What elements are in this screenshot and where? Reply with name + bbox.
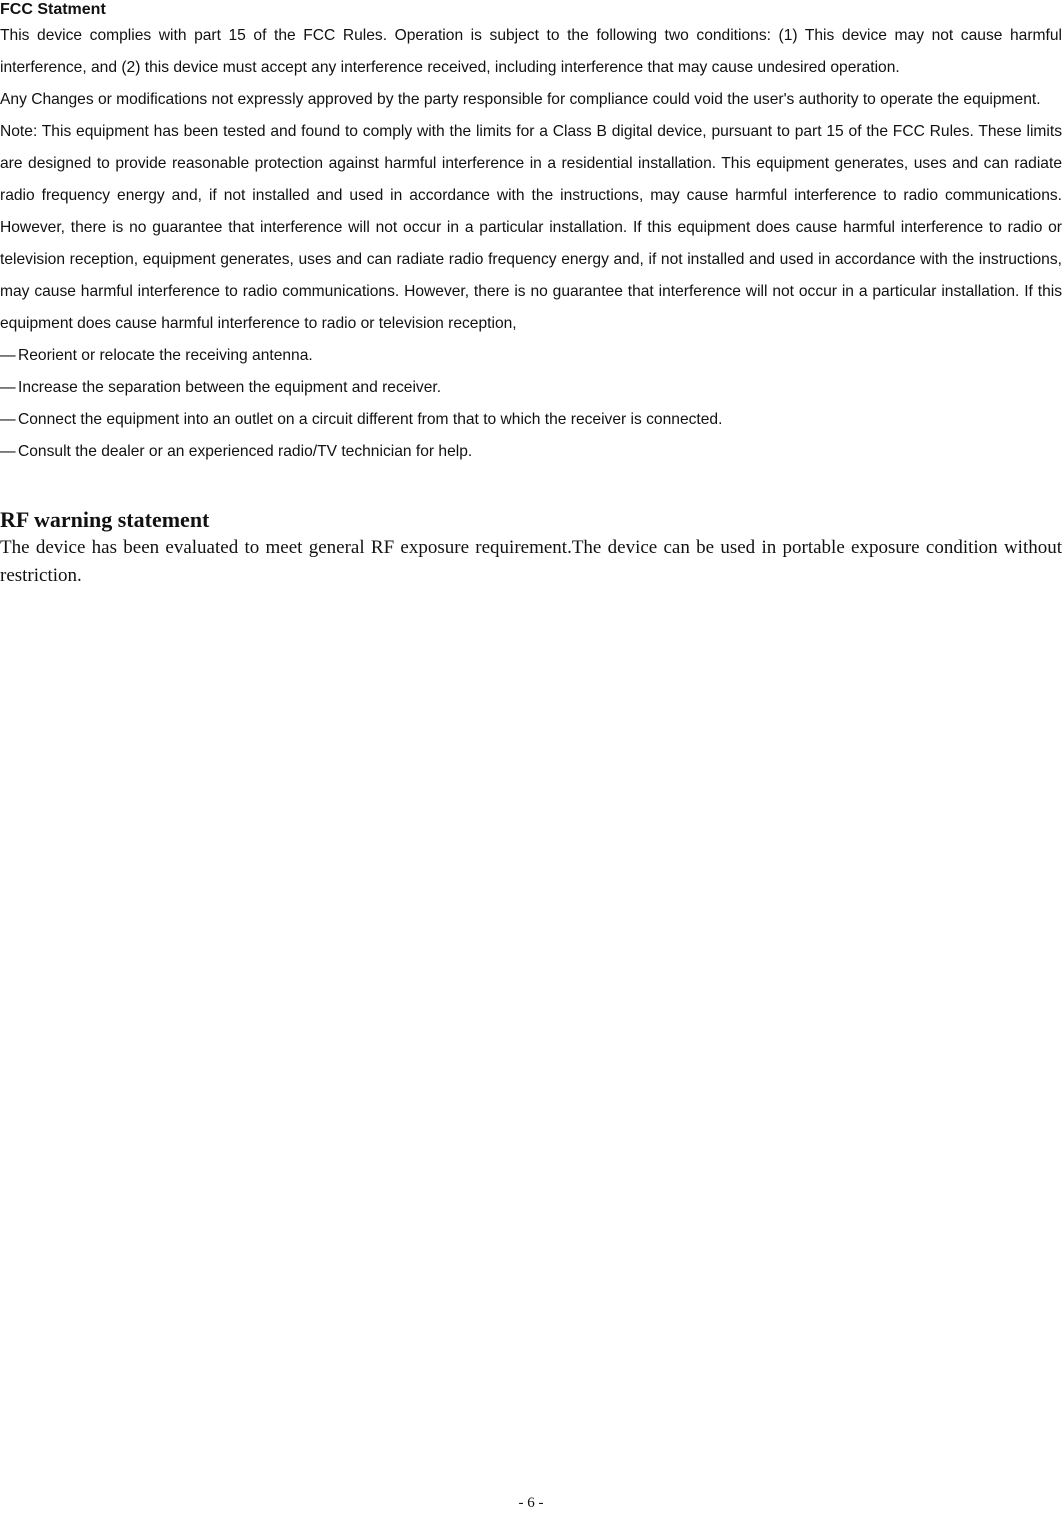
- dash-bullet: —: [0, 379, 16, 396]
- list-item: [0, 340, 1062, 372]
- rf-warning-body: The device has been evaluated to meet general RF exposure requirement.The device can be used in portable exposure condition without restriction.: [0, 537, 1062, 586]
- fcc-paragraph-modifications: Any Changes or modifications not expressly approved by the party responsible for compliance could void the user's authority to operate the equipment.: [0, 91, 1041, 108]
- list-item-text: Connect the equipment into an outlet on a circuit different from that to which the receiver is connected.: [18, 411, 723, 428]
- list-item: [0, 404, 1062, 436]
- list-item-text: Reorient or relocate the receiving antenna.: [18, 347, 313, 364]
- list-item: [0, 372, 1062, 404]
- dash-bullet: —: [0, 443, 16, 460]
- rf-warning-title: RF warning statement: [0, 507, 210, 532]
- dash-bullet: —: [0, 347, 16, 364]
- dash-bullet: —: [0, 411, 16, 428]
- list-item-text: Consult the dealer or an experienced radio/TV technician for help.: [18, 443, 473, 460]
- document-page: [0, 0, 1062, 590]
- list-item-text: Increase the separation between the equipment and receiver.: [18, 379, 442, 396]
- fcc-section: [0, 0, 1062, 468]
- fcc-paragraph-note: Note: This equipment has been tested and found to comply with the limits for a Class B digital device, pursuant to part 15 of the FCC Rules. These limits are designed to provide reasonable protection against harmful interference in a residential installation. This equipment generates, uses and can radiate radio frequency energy and, if not installed and used in accordance with the instructions, may cause harmful interference to radio communications. However, there is no guarantee that interference will not occur in a particular installation. If this equipment does cause harmful interference to radio or television reception, equipment generates, uses and can radiate radio frequency energy and, if not installed and used in accordance with the instructions, may cause harmful interference to radio communications. However, there is no guarantee that interference will not occur in a particular installation. If this equipment does cause harmful interference to radio or television reception,: [0, 123, 1062, 332]
- fcc-title: FCC Statment: [0, 1, 106, 18]
- page-number: - 6 -: [518, 1495, 544, 1511]
- fcc-paragraph-compliance: This device complies with part 15 of the FCC Rules. Operation is subject to the following two conditions: (1) This device may not cause harmful interference, and (2) this device must accept any interference received, including interference that may cause undesired operation.: [0, 27, 1062, 76]
- list-item: [0, 436, 1062, 468]
